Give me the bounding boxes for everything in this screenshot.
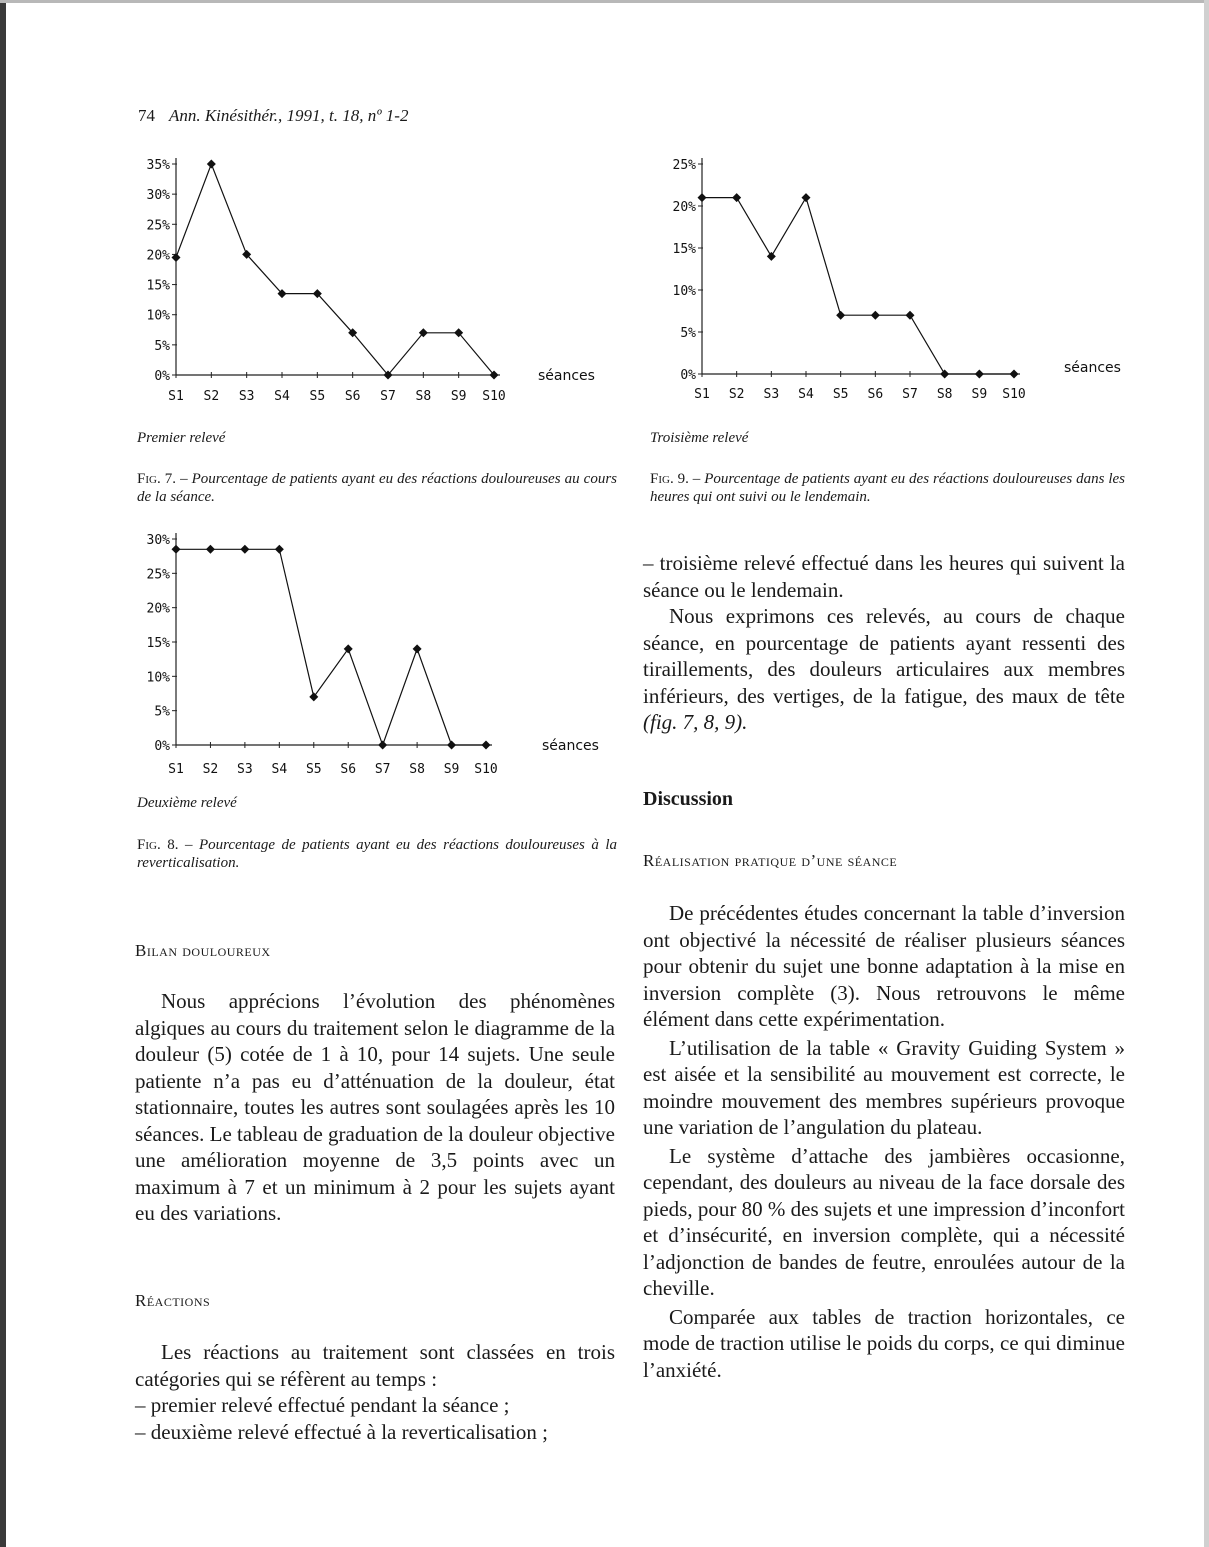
- y-tick-label: 15%: [146, 636, 170, 651]
- data-point: [871, 311, 880, 320]
- figure-9-subtitle: Troisième relevé: [650, 430, 749, 446]
- x-tick-label: S3: [237, 762, 253, 777]
- figure-9-number: Fig. 9.: [650, 471, 689, 487]
- y-tick-label: 0%: [680, 368, 696, 383]
- reactions-text: Les réactions au traitement sont classées en trois catégories qui se réfèrent au temps :: [135, 1340, 615, 1391]
- bilan-paragraph: [135, 988, 615, 1227]
- data-point: [240, 545, 249, 554]
- page-edge-shadow: [0, 0, 6, 1547]
- y-tick-label: 5%: [680, 326, 696, 341]
- y-tick-label: 30%: [146, 533, 170, 548]
- x-tick-label: S3: [763, 387, 780, 402]
- x-tick-label: S2: [203, 389, 220, 404]
- figure-reference: (fig. 7, 8, 9).: [643, 710, 748, 734]
- data-point: [698, 193, 707, 202]
- data-point: [836, 311, 845, 320]
- x-tick-label: S6: [867, 387, 884, 402]
- x-tick-label: S2: [728, 387, 745, 402]
- y-tick-label: 25%: [146, 218, 170, 234]
- y-tick-label: 0%: [154, 739, 170, 754]
- journal-reference: Ann. Kinésithér., 1991, t. 18, nº 1-2: [168, 106, 409, 125]
- right-intro: [643, 550, 1125, 736]
- discussion-body: [643, 900, 1125, 1383]
- y-tick-label: 0%: [154, 369, 170, 384]
- page-edge-right: [1204, 0, 1209, 1547]
- data-point: [1010, 370, 1019, 379]
- data-point: [482, 741, 491, 750]
- y-tick-label: 15%: [672, 242, 696, 257]
- data-point: [447, 741, 456, 750]
- x-tick-label: S1: [168, 389, 184, 404]
- y-tick-label: 10%: [672, 284, 696, 299]
- figure-7-chart: [130, 150, 620, 410]
- x-tick-label: S3: [238, 389, 255, 404]
- series-line: [702, 198, 1014, 374]
- data-point: [172, 545, 181, 554]
- page-edge-top: [0, 0, 1209, 3]
- reactions-heading: Réactions: [135, 1291, 211, 1310]
- x-tick-label: S2: [202, 762, 219, 777]
- x-tick-label: S10: [482, 389, 506, 404]
- reaction-item-1: – premier relevé effectué pendant la séance ;: [135, 1393, 510, 1417]
- x-tick-label: S1: [168, 762, 184, 777]
- y-tick-label: 5%: [154, 338, 170, 354]
- x-tick-label: S8: [409, 762, 425, 777]
- figure-8-chart: [130, 525, 620, 785]
- data-point: [767, 252, 776, 261]
- x-tick-label: S10: [1002, 387, 1026, 402]
- releves-paragraph: [643, 603, 1125, 736]
- data-point: [732, 193, 741, 202]
- discussion-paragraph-1: De précédentes études concernant la table d’inversion ont objectivé la nécessité de réaliser plusieurs séances pour obtenir du sujet une bonne adaptation à la mise en inversion complète (3). Nous retrouvons le même élément dans cette expérimentation.: [643, 901, 1125, 1031]
- reactions-paragraph: [135, 1339, 615, 1445]
- running-header: [138, 106, 408, 126]
- x-tick-label: S6: [344, 389, 361, 404]
- discussion-paragraph-3: Le système d’attache des jambières occasionne, cependant, des douleurs au niveau de la face dorsale des pieds, pour 80 % des sujets et une impression d’inconfort et d’insécurité, en inversion complète, qui a nécessité l’adjonction de bandes de feutre, enroulées autour de la cheville.: [643, 1143, 1125, 1300]
- figure-7-number: Fig. 7.: [137, 471, 177, 487]
- y-tick-label: 5%: [154, 704, 170, 720]
- x-axis-title: séances: [538, 368, 595, 384]
- x-tick-label: S5: [305, 762, 322, 777]
- data-point: [975, 370, 984, 379]
- releves-text: Nous exprimons ces relevés, au cours de chaque séance, en pourcentage de patients ayant ressenti des tiraillements, des douleurs articulaires aux membres inférieurs, des vertiges, de la fatigue, des maux de tête: [643, 604, 1125, 708]
- discussion-heading: Discussion: [643, 788, 734, 810]
- figure-9-caption-text: – Pourcentage de patients ayant eu des réactions douloureuses dans les heures qui ont suivi ou le lendemain.: [650, 471, 1125, 505]
- y-tick-label: 25%: [146, 567, 170, 583]
- data-point: [309, 692, 318, 701]
- x-axis-title: séances: [1064, 360, 1121, 376]
- figure-7-caption-text: – Pourcentage de patients ayant eu des réactions douloureuses au cours de la séance.: [137, 471, 617, 505]
- x-tick-label: S8: [936, 387, 953, 402]
- y-tick-label: 10%: [146, 670, 170, 686]
- x-tick-label: S9: [443, 762, 460, 777]
- y-tick-label: 20%: [146, 248, 170, 264]
- y-tick-label: 35%: [146, 158, 170, 173]
- data-point: [207, 160, 216, 169]
- y-tick-label: 20%: [672, 200, 696, 215]
- data-point: [413, 644, 422, 653]
- data-point: [378, 741, 387, 750]
- data-point: [206, 545, 215, 554]
- x-tick-label: S9: [971, 387, 988, 402]
- y-tick-label: 30%: [146, 188, 170, 204]
- reaction-item-2: – deuxième relevé effectué à la reverticalisation ;: [135, 1419, 548, 1444]
- discussion-paragraph-4: Comparée aux tables de traction horizontales, ce mode de traction utilise le poids du corps, ce qui diminue l’anxiété.: [643, 1304, 1125, 1382]
- x-tick-label: S7: [380, 389, 396, 404]
- page-number: 74: [138, 106, 155, 125]
- x-axis-title: séances: [542, 738, 599, 754]
- series-line: [176, 549, 486, 745]
- data-point: [275, 545, 284, 554]
- x-tick-label: S5: [832, 387, 849, 402]
- discussion-paragraph-2: L’utilisation de la table « Gravity Guiding System » est aisée et la sensibilité au mouvement est correcte, le moindre mouvement des membres supérieurs provoque une variation de l’angulation du plateau.: [643, 1035, 1125, 1139]
- data-point: [344, 644, 353, 653]
- x-tick-label: S9: [450, 389, 467, 404]
- figure-8-subtitle: Deuxième relevé: [137, 795, 237, 811]
- figure-8-number: Fig. 8.: [137, 837, 179, 853]
- figure-7-subtitle: Premier relevé: [137, 430, 226, 446]
- data-point: [906, 311, 915, 320]
- x-tick-label: S4: [274, 389, 290, 404]
- y-tick-label: 15%: [146, 278, 170, 294]
- y-tick-label: 25%: [672, 158, 696, 173]
- figure-9-caption: [650, 470, 1125, 506]
- bilan-text: Nous apprécions l’évolution des phénomènes algiques au cours du traitement selon le diagramme de la douleur (5) cotée de 1 à 10, pour 14 sujets. Une seule patiente n’a pas eu d’atténuation de la douleur, état stationnaire, toutes les autres sont soulagées après les 10 séances. Le tableau de graduation de la douleur objective une amélioration moyenne de 3,5 points avec un maximum à 7 et un minimum à 2 pour les sujets ayant eu des variations.: [135, 989, 615, 1225]
- bilan-douloureux-heading: Bilan douloureux: [135, 941, 271, 960]
- reaction-item-3: – troisième relevé effectué dans les heures qui suivent la séance ou le lendemain.: [643, 551, 1125, 602]
- x-tick-label: S1: [694, 387, 710, 402]
- x-tick-label: S7: [374, 762, 391, 777]
- y-tick-label: 20%: [146, 601, 170, 617]
- x-tick-label: S5: [309, 389, 326, 404]
- figure-8-caption-text: – Pourcentage de patients ayant eu des réactions douloureuses à la reverticalisation.: [137, 837, 618, 871]
- realisation-heading: Réalisation pratique d’une séance: [643, 851, 898, 870]
- y-tick-label: 10%: [146, 308, 170, 324]
- series-line: [176, 164, 494, 375]
- figure-7-caption: [137, 470, 617, 506]
- x-tick-label: S6: [340, 762, 357, 777]
- figure-9-chart: [650, 150, 1140, 410]
- x-tick-label: S8: [415, 389, 432, 404]
- figure-8-caption: [137, 836, 617, 872]
- data-point: [940, 370, 949, 379]
- x-tick-label: S10: [474, 762, 498, 777]
- data-point: [802, 193, 811, 202]
- x-tick-label: S7: [902, 387, 918, 402]
- x-tick-label: S4: [271, 762, 288, 777]
- x-tick-label: S4: [798, 387, 814, 402]
